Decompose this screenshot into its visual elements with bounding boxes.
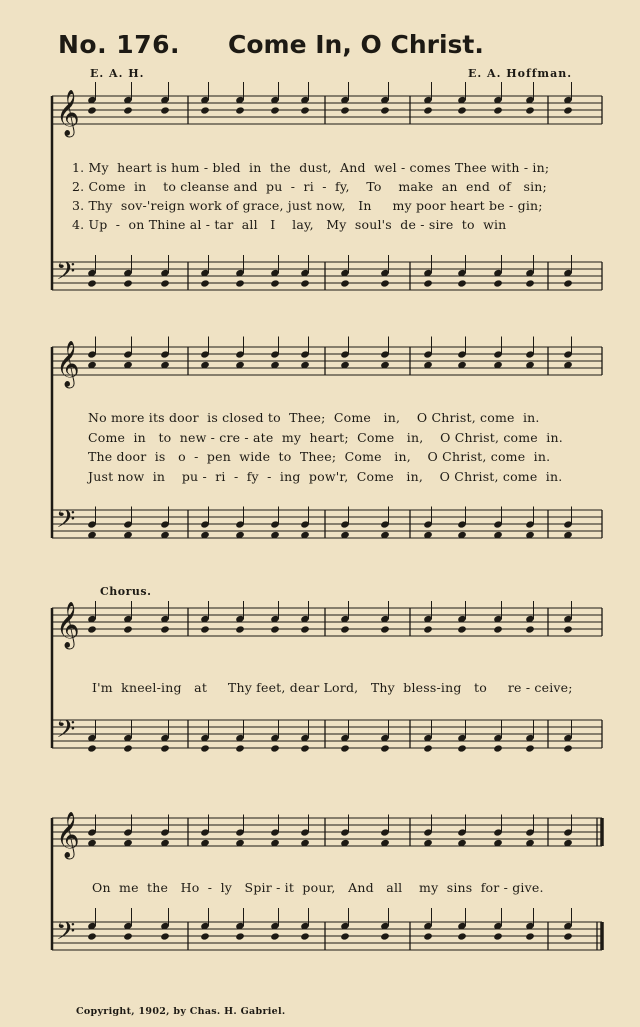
note-head — [563, 625, 573, 633]
note-head — [160, 106, 170, 114]
note-head — [270, 744, 280, 752]
note-head — [200, 744, 210, 752]
note-head — [457, 744, 467, 752]
note-head — [270, 625, 280, 633]
note-head — [235, 279, 245, 287]
note-head — [160, 279, 170, 287]
note-head — [87, 932, 97, 940]
note-head — [270, 106, 280, 114]
note-head — [87, 279, 97, 287]
chorus-label: Chorus. — [100, 585, 152, 598]
note-head — [525, 625, 535, 633]
note-head — [457, 106, 467, 114]
note-head — [123, 932, 133, 940]
copyright-notice: Copyright, 1902, by Chas. H. Gabriel. — [76, 1006, 286, 1017]
hymn-number: No. 176. — [58, 30, 180, 59]
note-head — [235, 625, 245, 633]
note-head — [563, 279, 573, 287]
note-head — [457, 279, 467, 287]
note-head — [235, 744, 245, 752]
note-head — [563, 106, 573, 114]
note-head — [525, 932, 535, 940]
verse-3-line-1: 3. Thy sov-'reign work of grace, just now, In my poor heart be - gin; — [72, 198, 543, 213]
note-head — [300, 625, 310, 633]
note-head — [493, 932, 503, 940]
note-head — [160, 625, 170, 633]
chorus-line-2: On me the Ho - ly Spir - it pour, And all my sins for - give. — [92, 880, 544, 895]
note-head — [493, 106, 503, 114]
note-head — [525, 106, 535, 114]
verse-4-line-1: 4. Up - on Thine al - tar all I lay, My soul's de - sire to win — [72, 217, 507, 232]
note-head — [340, 279, 350, 287]
note-head — [270, 932, 280, 940]
note-head — [160, 744, 170, 752]
note-head — [423, 932, 433, 940]
verse-2-line-1: 2. Come in to cleanse and pu - ri - fy, To make an end of sin; — [72, 179, 547, 194]
note-head — [235, 932, 245, 940]
verse-4-line-2: Just now in pu - ri - fy - ing pow'r, Come in, O Christ, come in. — [88, 469, 563, 484]
note-head — [457, 932, 467, 940]
hymn-title: Come In, O Christ. — [228, 30, 484, 59]
composer-credit: E. A. Hoffman. — [468, 67, 573, 80]
lyricist-credit: E. A. H. — [90, 67, 145, 80]
note-head — [235, 106, 245, 114]
note-head — [457, 625, 467, 633]
note-head — [493, 625, 503, 633]
note-head — [300, 932, 310, 940]
note-head — [300, 106, 310, 114]
note-head — [525, 279, 535, 287]
note-head — [423, 106, 433, 114]
note-head — [300, 744, 310, 752]
note-head — [200, 106, 210, 114]
note-head — [87, 106, 97, 114]
note-head — [493, 279, 503, 287]
note-head — [563, 744, 573, 752]
note-head — [160, 932, 170, 940]
note-head — [380, 932, 390, 940]
note-head — [380, 279, 390, 287]
verse-3-line-2: The door is o - pen wide to Thee; Come in, O Christ, come in. — [88, 449, 551, 464]
note-head — [123, 106, 133, 114]
bass-clef-icon: 𝄢 — [56, 505, 76, 540]
note-head — [87, 625, 97, 633]
note-head — [200, 932, 210, 940]
verse-2-line-2: Come in to new - cre - ate my heart; Come in, O Christ, come in. — [88, 430, 563, 445]
treble-clef-icon: 𝄞 — [56, 90, 80, 136]
note-head — [200, 279, 210, 287]
note-head — [493, 744, 503, 752]
treble-clef-icon: 𝄞 — [56, 812, 80, 858]
note-head — [200, 625, 210, 633]
note-head — [270, 279, 280, 287]
treble-clef-icon: 𝄞 — [56, 602, 80, 648]
note-head — [87, 744, 97, 752]
note-head — [340, 625, 350, 633]
treble-clef-icon: 𝄞 — [56, 341, 80, 387]
note-head — [525, 744, 535, 752]
verse-1-line-2: No more its door is closed to Thee; Come in, O Christ, come in. — [88, 410, 540, 425]
note-head — [123, 279, 133, 287]
verse-1-line-1: 1. My heart is hum - bled in the dust, And wel - comes Thee with - in; — [72, 160, 550, 175]
note-head — [380, 106, 390, 114]
note-head — [340, 744, 350, 752]
note-head — [340, 106, 350, 114]
note-head — [380, 625, 390, 633]
note-head — [123, 625, 133, 633]
note-head — [340, 932, 350, 940]
note-head — [423, 625, 433, 633]
note-head — [123, 744, 133, 752]
note-head — [563, 932, 573, 940]
bass-clef-icon: 𝄢 — [56, 257, 76, 292]
note-head — [423, 279, 433, 287]
note-head — [380, 744, 390, 752]
note-head — [300, 279, 310, 287]
chorus-line-1: I'm kneel-ing at Thy feet, dear Lord, Thy bless-ing to re - ceive; — [92, 680, 573, 695]
bass-clef-icon: 𝄢 — [56, 917, 76, 952]
note-head — [423, 744, 433, 752]
bass-clef-icon: 𝄢 — [56, 715, 76, 750]
